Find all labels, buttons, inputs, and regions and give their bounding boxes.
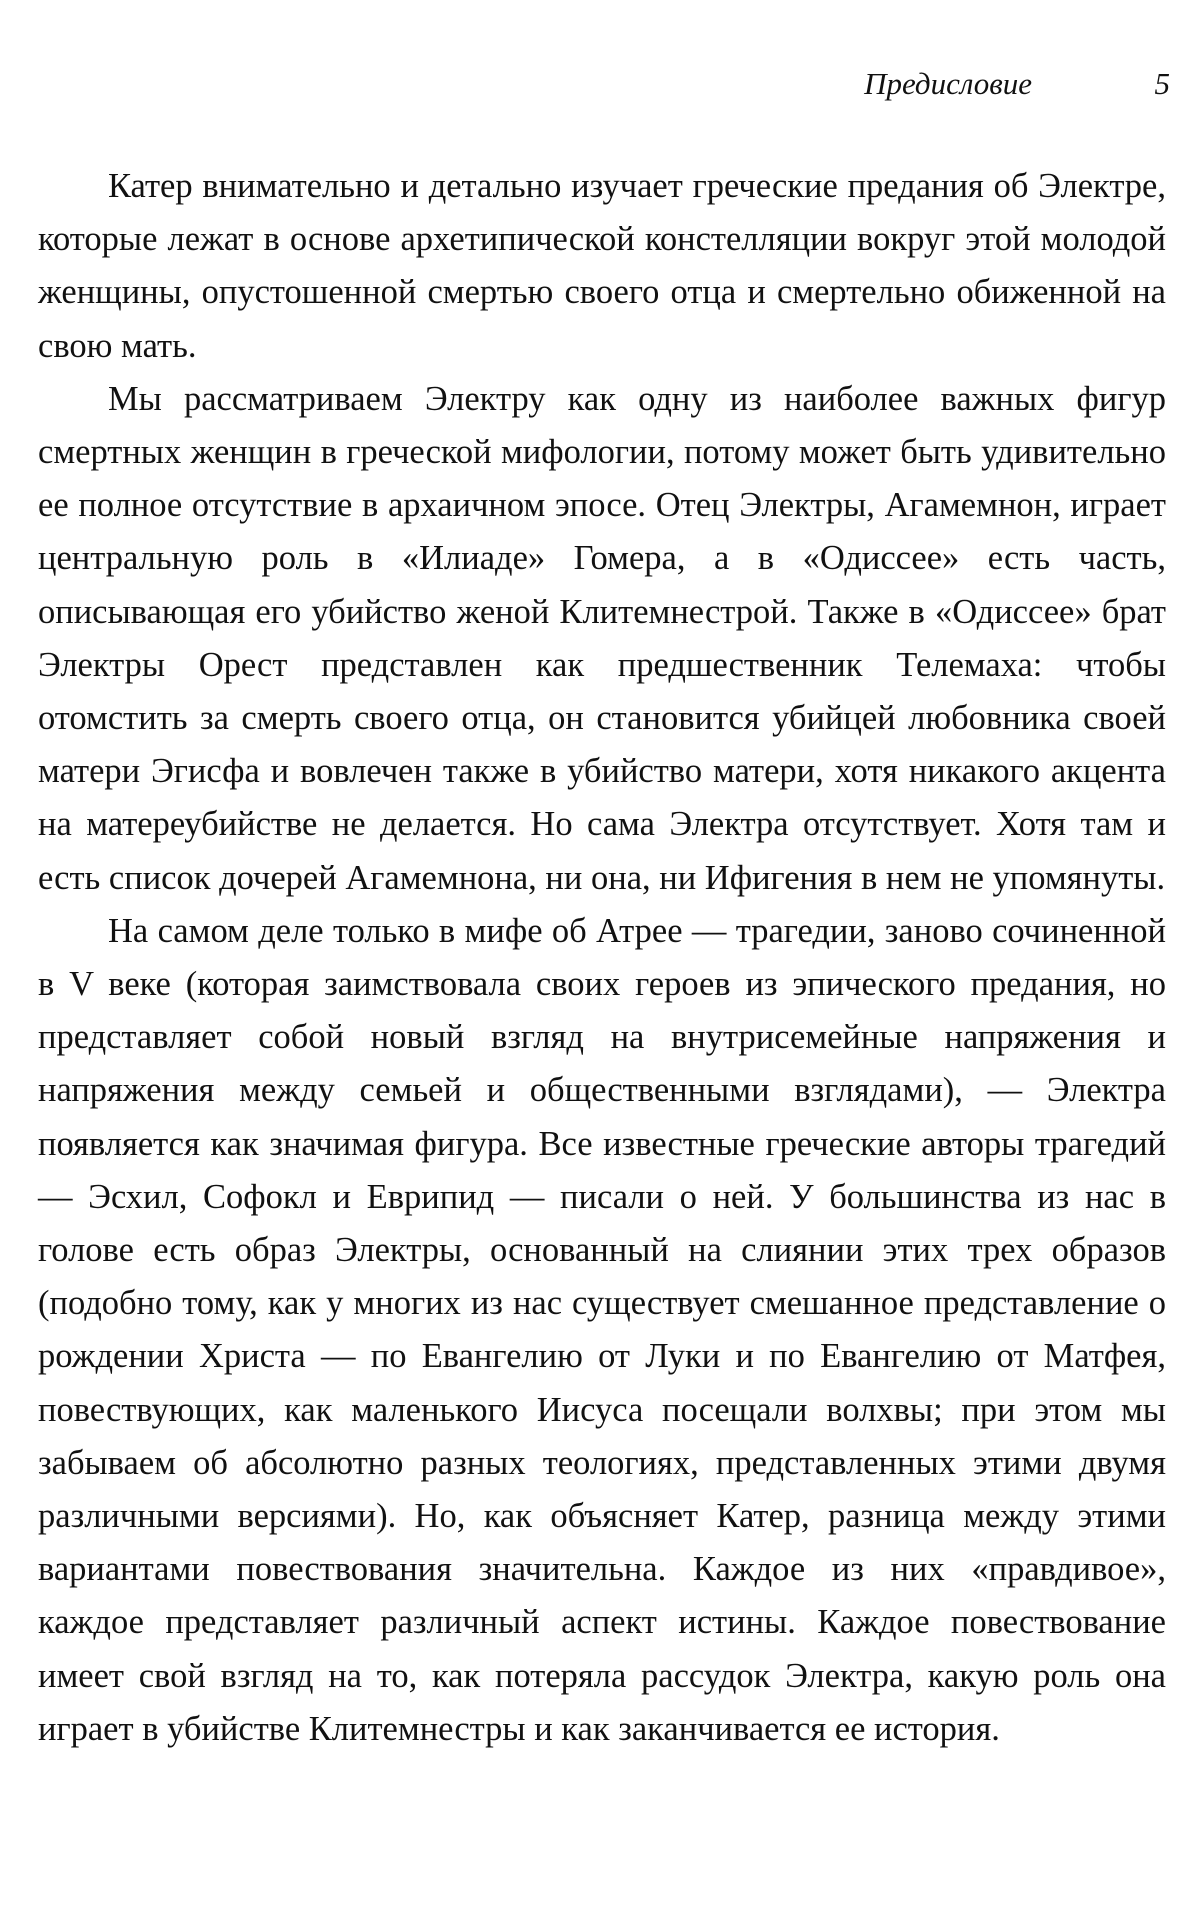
paragraph: На самом деле только в мифе об Атрее — трагедии, заново сочиненной в V веке (которая заимствовала своих героев из эпического предания, но представляет собой новый взгляд на внутрисемейные напряжения и напряжения между семьей и общественными взглядами), — Электра появляется как значимая фигура. Все известные греческие авторы трагедий — Эсхил, Софокл и Еврипид — писали о ней. У большинства из нас в голове есть образ Электры, основанный на слиянии этих трех образов (подобно тому, как у многих из нас существует смешанное представление о рождении Христа — по Евангелию от Луки и по Евангелию от Матфея, повествующих, как маленького Иисуса посещали волхвы; при этом мы забываем об абсолютно разных теологиях, представленных этими двумя различными версиями). Но, как объясняет Катер, разница между этими вариантами повествования значительна. Каждое из них «правдивое», каждое представляет различный аспект истины. Каждое повествование имеет свой взгляд на то, как потеряла рассудок Электра, какую роль она играет в убийстве Клитемнестры и как заканчивается ее история.	[38, 911, 1166, 1748]
page-number: 5	[1154, 66, 1170, 101]
running-title: Предисловие	[864, 66, 1032, 101]
body-text	[38, 160, 1166, 1756]
running-head	[0, 66, 1200, 110]
paragraph: Катер внимательно и детально изучает греческие предания об Электре, которые лежат в основе архетипической констелляции вокруг этой молодой женщины, опустошенной смертью своего отца и смертельно обиженной на свою мать.	[38, 167, 1166, 365]
paragraph: Мы рассматриваем Электру как одну из наиболее важных фигур смертных женщин в греческой мифологии, потому может быть удивительно ее полное отсутствие в архаичном эпосе. Отец Электры, Агамемнон, играет центральную роль в «Илиаде» Гомера, а в «Одиссее» есть часть, описывающая его убийство женой Клитемнестрой. Также в «Одиссее» брат Электры Орест представлен как предшественник Телемаха: чтобы отомстить за смерть своего отца, он становится убийцей любовника своей матери Эгисфа и вовлечен также в убийство матери, хотя никакого акцента на матереубийстве не делается. Но сама Электра отсутствует. Хотя там и есть список дочерей Агамемнона, ни она, ни Ифигения в нем не упомянуты.	[38, 379, 1166, 897]
